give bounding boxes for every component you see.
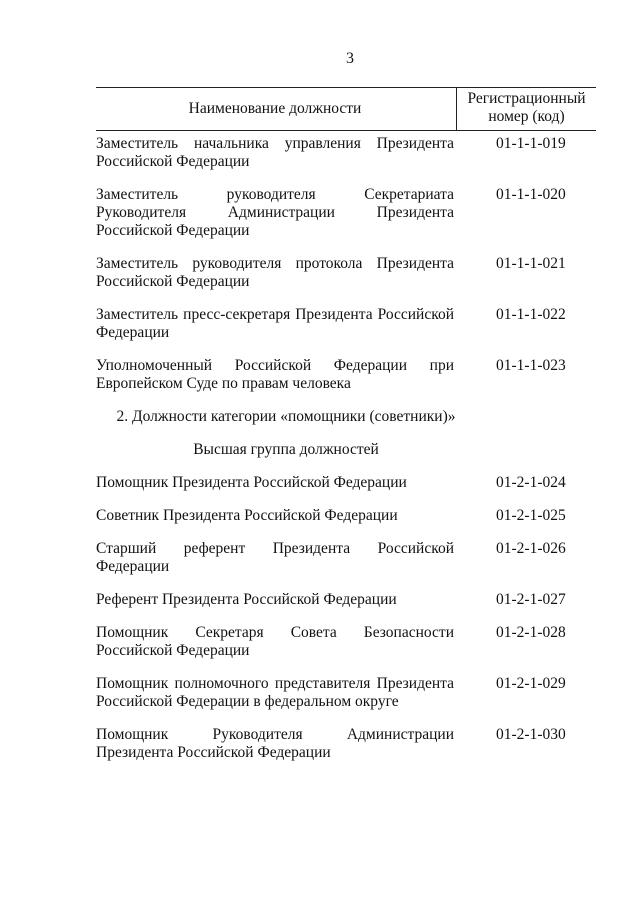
header-position-name: Наименование должности [188, 100, 362, 117]
position-code: 01-2-1-028 [496, 624, 566, 641]
position-code: 01-2-1-024 [496, 474, 566, 491]
position-code: 01-1-1-019 [496, 135, 566, 152]
table-row [96, 474, 596, 492]
position-name: Старший референт Президента Российской Федерации [96, 540, 454, 575]
position-code: 01-1-1-022 [496, 306, 566, 323]
table-header [96, 87, 596, 131]
header-code-line-1: Регистрационный [467, 90, 586, 107]
position-code: 01-2-1-030 [496, 726, 566, 743]
table-row [96, 255, 596, 291]
position-code: 01-2-1-027 [496, 591, 566, 608]
table-row [96, 540, 596, 576]
position-code: 01-1-1-021 [496, 255, 566, 272]
table-row [96, 357, 596, 393]
group-title: Высшая группа должностей [193, 441, 379, 458]
position-name: Помощник Президента Российской Федерации [96, 474, 407, 491]
header-registration-number [456, 88, 596, 130]
table-row [96, 186, 596, 240]
table-row [96, 306, 596, 342]
position-code: 01-2-1-029 [496, 675, 566, 692]
position-name: Советник Президента Российской Федерации [96, 507, 398, 524]
position-name: Заместитель руководителя Секретариата Руководителя Администрации Президента Российской Федерации [96, 186, 454, 239]
position-code: 01-2-1-026 [496, 540, 566, 557]
position-name: Заместитель начальника управления Президента Российской Федерации [96, 135, 454, 170]
position-code: 01-1-1-020 [496, 186, 566, 203]
header-code-line-2: номер (код) [488, 108, 565, 125]
section-title: 2. Должности категории «помощники (советники)» [116, 408, 456, 425]
position-name: Референт Президента Российской Федерации [96, 591, 397, 608]
table-row [96, 591, 596, 609]
position-name: Уполномоченный Российской Федерации при Европейском Суде по правам человека [96, 357, 454, 392]
position-name: Заместитель руководителя протокола Президента Российской Федерации [96, 255, 454, 290]
position-code: 01-2-1-025 [496, 507, 566, 524]
table-row [96, 135, 596, 171]
page-number: 3 [346, 50, 354, 67]
table-row [96, 675, 596, 711]
table-row [96, 507, 596, 525]
position-name: Заместитель пресс-секретаря Президента Российской Федерации [96, 306, 454, 341]
position-name: Помощник полномочного представителя Президента Российской Федерации в федеральном округе [96, 675, 454, 710]
position-name: Помощник Руководителя Администрации Президента Российской Федерации [96, 726, 454, 761]
position-code: 01-1-1-023 [496, 357, 566, 374]
table-row [96, 726, 596, 762]
table-row [96, 624, 596, 660]
position-name: Помощник Секретаря Совета Безопасности Российской Федерации [96, 624, 454, 659]
positions-table [96, 87, 596, 762]
